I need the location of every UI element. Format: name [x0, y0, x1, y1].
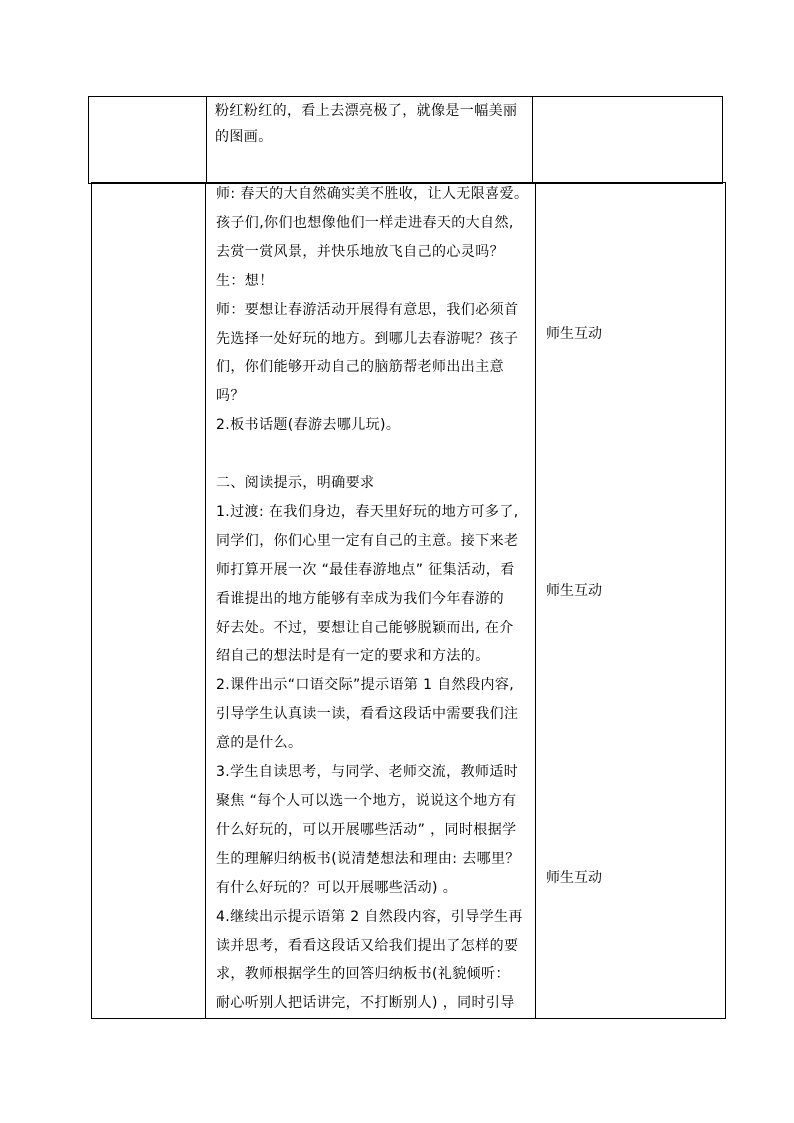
- text-line: 意的是什么。: [216, 735, 303, 752]
- text-line: 粉红粉红的，看上去漂亮极了，就像是一幅美丽: [215, 103, 518, 119]
- lesson-table-continued: [88, 96, 723, 184]
- text-line: 看谁提出的地方能够有幸成为我们今年春游的: [216, 590, 504, 607]
- text-line: 3.学生自读思考，与同学、老师交流，教师适时: [216, 764, 519, 781]
- text-line: 好去处。不过，要想让自己能够脱颖而出, 在介: [216, 619, 514, 636]
- text-line: 读并思考，看看这段话又给我们提出了怎样的要: [216, 937, 519, 954]
- remark-teacher-student-interaction: 师生互动: [546, 326, 602, 342]
- text-line: 2.课件出示“口语交际”提示语第 1 自然段内容,: [216, 677, 515, 694]
- text-line: 孩子们,你们也想像他们一样走进春天的大自然,: [216, 214, 514, 231]
- text-line: 师：要想让春游活动开展得有意思，我们必须首: [216, 301, 519, 318]
- table-cell-empty-right: [533, 97, 723, 184]
- text-line: 吗？: [216, 388, 245, 405]
- text-line: 引导学生认真读一读，看看这段话中需要我们注: [216, 706, 519, 723]
- text-line: 们，你们能够开动自己的脑筋帮老师出出主意: [216, 359, 504, 376]
- text-line: 2.板书话题(春游去哪儿玩)。: [216, 417, 401, 434]
- remark-teacher-student-interaction: 师生互动: [546, 583, 602, 599]
- remark-teacher-student-interaction: 师生互动: [546, 870, 602, 886]
- text-line: 同学们，你们心里一定有自己的主意。接下来老: [216, 532, 519, 549]
- text-line: 1.过渡: 在我们身边，春天里好玩的地方可多了,: [216, 503, 519, 520]
- text-line: 什么好玩的，可以开展哪些活动” ，同时根据学: [216, 821, 517, 838]
- table-cell-content: [207, 97, 533, 184]
- table-cell-content: [206, 183, 536, 1019]
- text-line: 去赏一赏风景，并快乐地放飞自己的心灵吗？: [216, 243, 504, 260]
- text-line: 求，教师根据学生的回答归纳板书(礼貌倾听：: [216, 966, 510, 983]
- text-line: 的图画。: [215, 129, 273, 145]
- text-line: 生：想！: [216, 272, 274, 289]
- table-cell-remarks: [536, 183, 726, 1019]
- text-line: 聚焦 “每个人可以选一个地方，说说这个地方有: [216, 793, 517, 810]
- lesson-table: [91, 182, 726, 1019]
- text-line: 生的理解归纳板书(说清楚想法和理由: 去哪里？: [216, 850, 520, 867]
- text-line: 师打算开展一次 “最佳春游地点” 征集活动，看: [216, 561, 515, 578]
- text-line: 4.继续出示提示语第 2 自然段内容，引导学生再: [216, 908, 523, 925]
- text-line: 绍自己的想法时是有一定的要求和方法的。: [216, 648, 490, 665]
- section-heading: 二、阅读提示，明确要求: [216, 475, 375, 492]
- table-cell-empty-left: [89, 97, 207, 184]
- table-cell-empty-left: [92, 183, 206, 1019]
- text-line: 先选择一处好玩的地方。到哪儿去春游呢？孩子: [216, 330, 519, 347]
- text-line: 耐心听别人把话讲完，不打断别人) ，同时引导: [216, 995, 515, 1012]
- blank-line: [216, 440, 535, 469]
- text-line: 师: 春天的大自然确实美不胜收，让人无限喜爱。: [216, 186, 529, 202]
- text-line: 有什么好玩的？可以开展哪些活动) 。: [216, 879, 458, 896]
